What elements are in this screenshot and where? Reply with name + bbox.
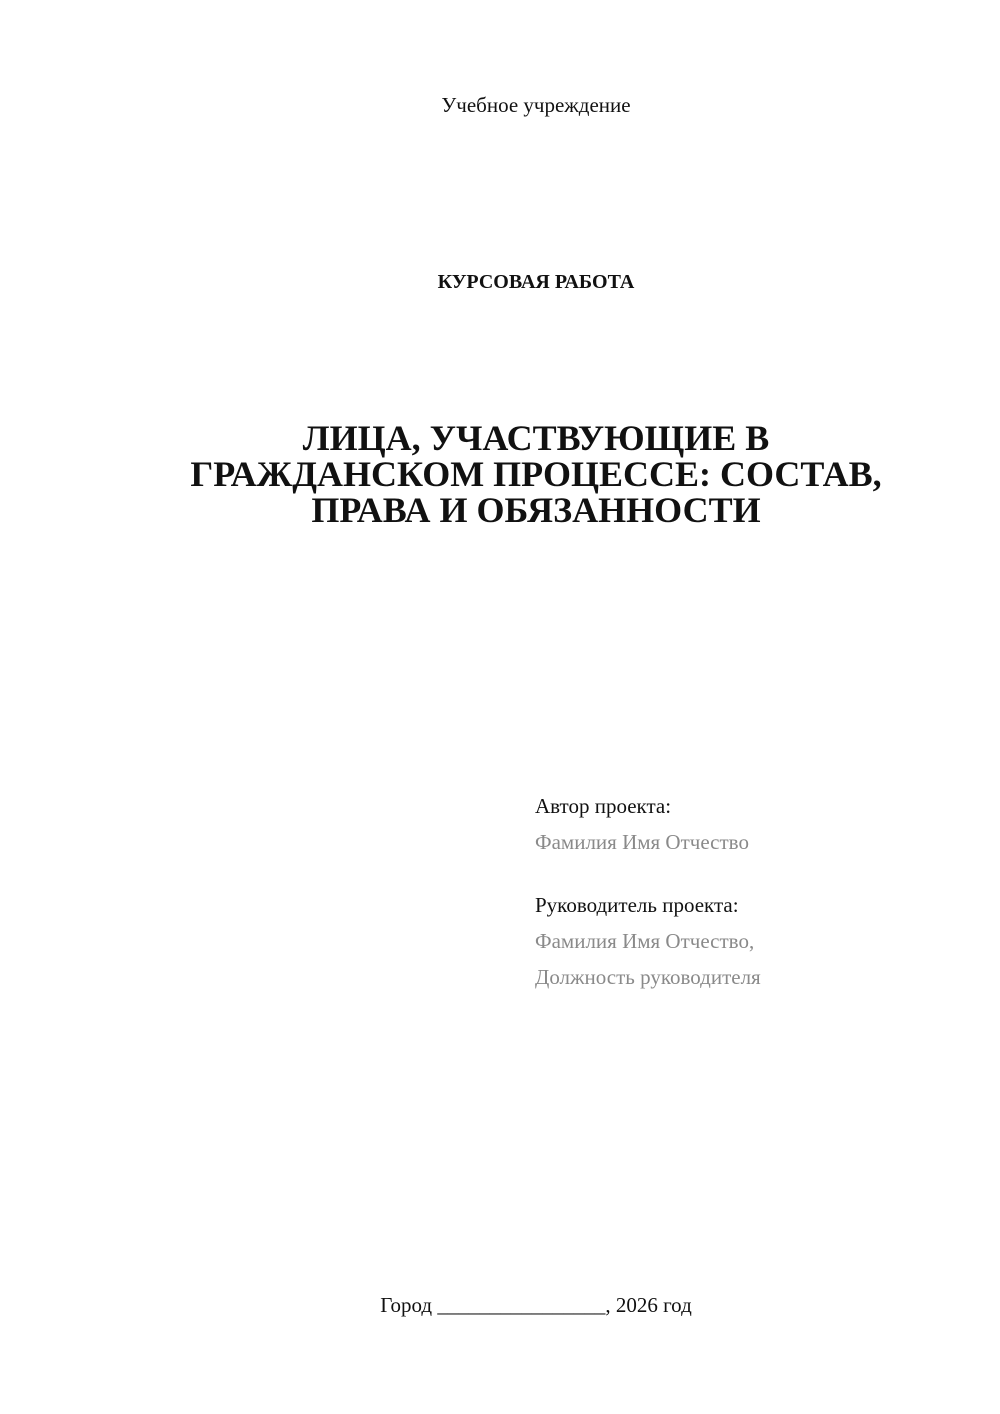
credits-block — [535, 788, 761, 995]
supervisor-label: Руководитель проекта: — [535, 893, 739, 917]
supervisor-position: Должность руководителя — [535, 965, 761, 989]
supervisor-name: Фамилия Имя Отчество, — [535, 929, 755, 953]
city-year-line: Город ________________, 2026 год — [380, 1293, 692, 1317]
institution-name: Учебное учреждение — [441, 93, 631, 117]
work-type-heading: КУРСОВАЯ РАБОТА — [437, 271, 635, 293]
document-title — [150, 420, 922, 528]
title-line: ПРАВА И ОБЯЗАННОСТИ — [311, 490, 761, 530]
title-line: ЛИЦА, УЧАСТВУЮЩИЕ В — [302, 418, 770, 458]
author-name: Фамилия Имя Отчество — [535, 830, 749, 854]
title-line: ГРАЖДАНСКОМ ПРОЦЕССЕ: СОСТАВ, — [190, 454, 882, 494]
author-label: Автор проекта: — [535, 794, 672, 818]
